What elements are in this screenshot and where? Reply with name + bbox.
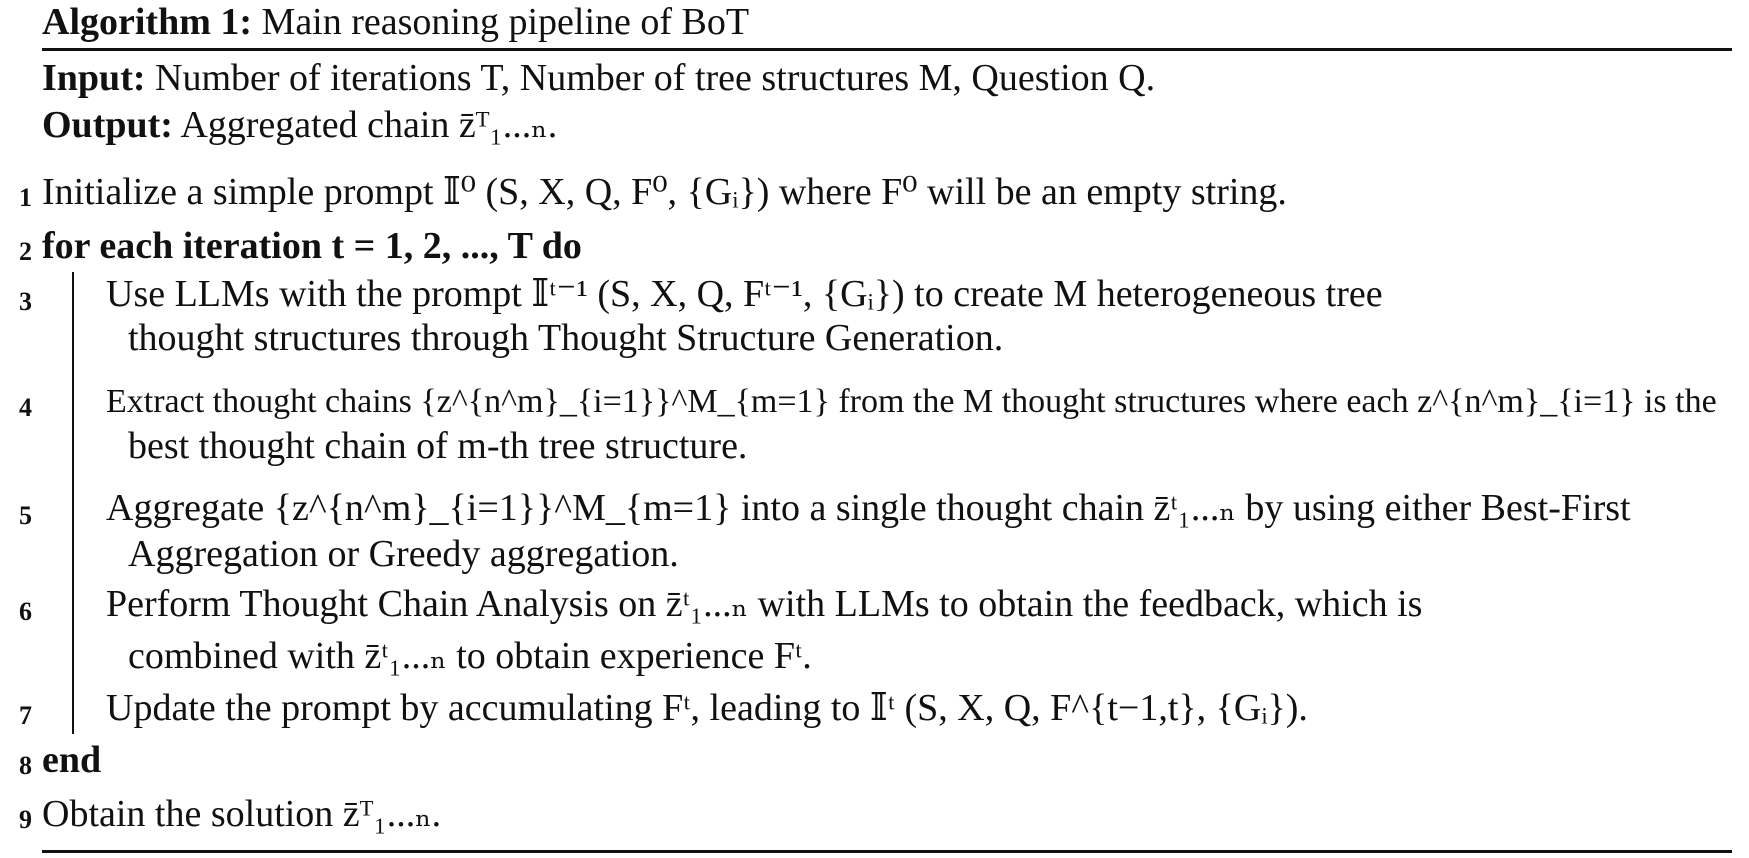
output-label: Output: <box>42 104 173 146</box>
output-line <box>42 102 557 147</box>
algo-line-6 <box>19 583 1423 626</box>
output-text: Aggregated chain z̄ᵀ₁...ₙ. <box>180 104 558 146</box>
algorithm-caption: Main reasoning pipeline of BoT <box>261 1 750 43</box>
line-number: 7 <box>19 701 32 730</box>
line-number: 3 <box>19 287 32 316</box>
algo-line-3-cont <box>128 318 1003 358</box>
algorithm-title <box>42 2 749 42</box>
algo-line-4 <box>19 380 1717 422</box>
line-number: 9 <box>19 805 32 834</box>
line-text-cont: combined with z̄ᵗ₁...ₙ to obtain experience Fᵗ. <box>128 635 812 677</box>
input-text: Number of iterations T, Number of tree structures M, Question Q. <box>155 57 1156 99</box>
algo-line-5 <box>19 487 1631 530</box>
line-text: Perform Thought Chain Analysis on z̄ᵗ₁...ₙ with LLMs to obtain the feedback, which is <box>106 583 1423 625</box>
algo-line-7 <box>19 687 1308 730</box>
line-text: Extract thought chains {z^{n^m}_{i=1}}^M_{m=1} from the M thought structures where each z^{n^m}_{i=1} is the <box>106 383 1717 420</box>
line-text: Use LLMs with the prompt 𝕀ᵗ⁻¹ (S, X, Q, Fᵗ⁻¹, {Gᵢ}) to create M heterogeneous tree <box>106 273 1383 315</box>
algorithm-label: Algorithm 1: <box>42 1 253 43</box>
line-text: Initialize a simple prompt 𝕀⁰ (S, X, Q, F⁰, {Gᵢ}) where F⁰ will be an empty string. <box>42 171 1287 213</box>
algo-line-3 <box>19 273 1383 316</box>
bottom-rule <box>42 850 1732 853</box>
line-text-cont: best thought chain of m-th tree structure. <box>128 425 748 467</box>
algo-line-6-cont <box>128 636 812 676</box>
line-number: 1 <box>19 183 32 212</box>
loop-body-bar <box>72 272 74 734</box>
line-text-cont: thought structures through Thought Structure Generation. <box>128 317 1004 359</box>
top-rule <box>42 48 1732 51</box>
algo-line-8 <box>19 739 102 781</box>
algo-line-9 <box>19 793 442 835</box>
input-label: Input: <box>42 57 146 99</box>
line-text: end <box>42 739 102 781</box>
line-text: for each iteration t = 1, 2, ..., T do <box>42 225 582 267</box>
line-text: Aggregate {z^{n^m}_{i=1}}^M_{m=1} into a single thought chain z̄ᵗ₁...ₙ by using either Best-First <box>106 487 1631 529</box>
line-text: Update the prompt by accumulating Fᵗ, leading to 𝕀ᵗ (S, X, Q, F^{t−1,t}, {Gᵢ}). <box>106 687 1308 729</box>
line-number: 5 <box>19 501 32 530</box>
line-text-cont: Aggregation or Greedy aggregation. <box>128 533 679 575</box>
algo-line-2 <box>19 225 582 267</box>
line-number: 4 <box>19 393 32 422</box>
line-text: Obtain the solution z̄ᵀ₁...ₙ. <box>42 793 442 835</box>
algo-line-1 <box>19 171 1287 213</box>
line-number: 2 <box>19 237 32 266</box>
algo-line-4-cont <box>128 426 747 466</box>
line-number: 8 <box>19 751 32 780</box>
line-number: 6 <box>19 597 32 626</box>
algo-line-5-cont <box>128 534 679 574</box>
input-line <box>42 56 1155 100</box>
